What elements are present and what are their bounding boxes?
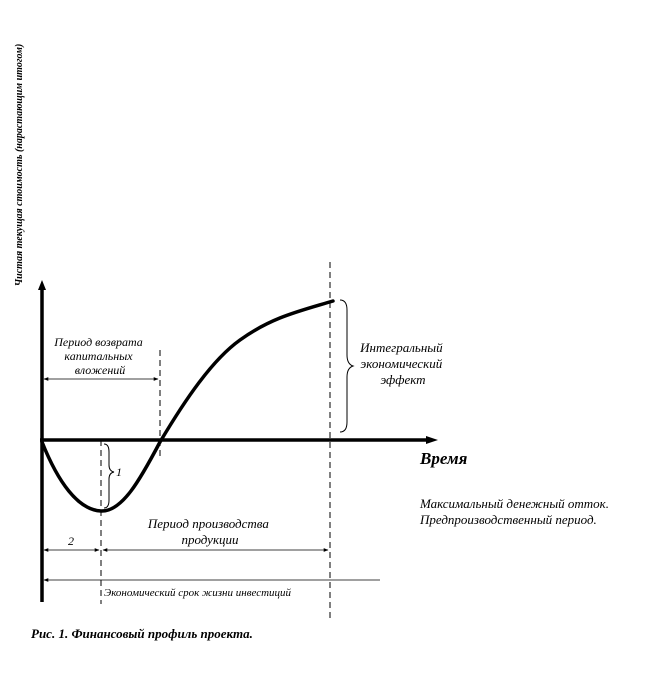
integral-brace [340, 300, 353, 432]
y-axis-arrow [38, 280, 46, 290]
x-axis-arrow [426, 436, 438, 444]
payback-label-line-3: вложений [74, 363, 126, 377]
production-label [147, 516, 272, 547]
max-outflow-brace [104, 444, 114, 508]
x-axis-label: Время [420, 449, 468, 468]
production-label-line-1: Период производства [147, 516, 269, 531]
figure-caption: Рис. 1. Финансовый профиль проекта. [31, 626, 253, 641]
max-outflow-brace-label: 1 [116, 465, 122, 479]
integral-label-line-3: эффект [380, 372, 426, 387]
legend-item-preproduction: Предпроизводственный период. [420, 512, 597, 527]
production-label-line-2: продукции [181, 532, 239, 547]
integral-label-line-1: Интегральный [360, 340, 443, 355]
y-axis-label: Чистая текущая стоимость (нарастающим итогом) [14, 43, 25, 287]
legend-item-max-outflow: Максимальный денежный отток. [420, 496, 609, 511]
preproduction-segment-label: 2 [68, 534, 74, 548]
lifetime-label: Экономический срок жизни инвестиций [104, 587, 292, 599]
payback-label-line-1: Период возврата [54, 335, 143, 349]
payback-label [53, 335, 146, 377]
integral-label [359, 340, 446, 387]
payback-label-line-2: капитальных [64, 349, 133, 363]
legend [419, 496, 612, 527]
integral-label-line-2: экономический [360, 356, 443, 371]
npv-curve [42, 301, 333, 511]
